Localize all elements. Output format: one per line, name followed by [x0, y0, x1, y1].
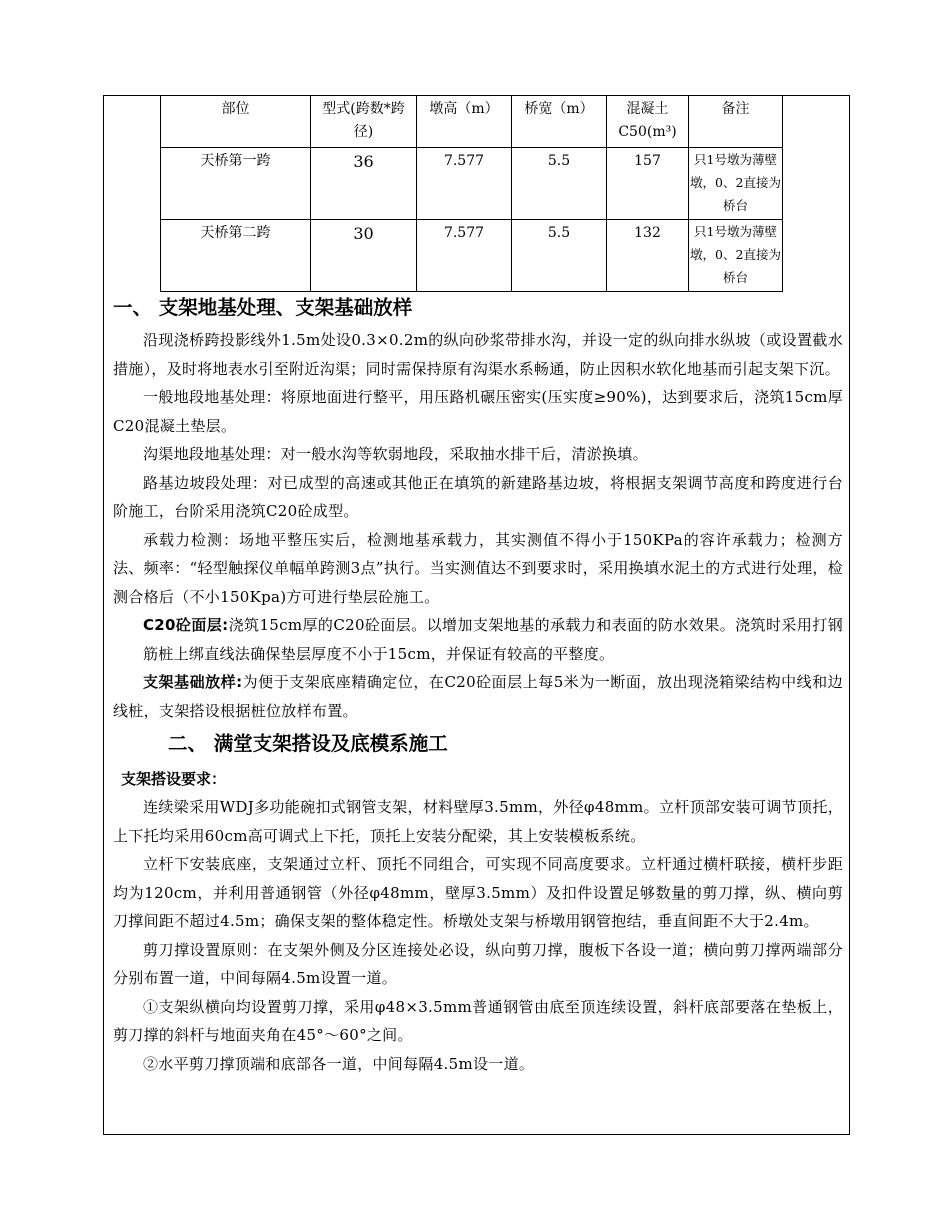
c20-layer-label: C20砼面层:: [143, 616, 229, 634]
section2-heading: 二、 满堂支架搭设及底模系施工: [168, 732, 448, 755]
section2-subheading: 支架搭设要求：: [121, 770, 227, 788]
table-header-row: [161, 96, 783, 148]
cell-concrete: 157: [607, 148, 689, 220]
cell-width: 5.5: [512, 148, 607, 220]
paragraph-c20-layer: [113, 611, 843, 668]
header-note: 备注: [689, 96, 783, 148]
paragraph-slope-treatment: 路基边坡段处理：对已成型的高速或其他正在填筑的新建路基边坡，将根据支架调节高度和跨度进行台阶施工，台阶采用浇筑C20砼成型。: [113, 473, 843, 520]
paragraph-drainage: 沿现浇桥跨投影线外1.5m处设0.3×0.2m的纵向砂浆带排水沟，并设一定的纵向排水纵坡（或设置截水措施），及时将地表水引至附近沟渠；同时需保持原有沟渠水系畅通，防止因积水软化地基而引起支架下沉。: [113, 331, 843, 378]
cell-height: 7.577: [417, 220, 512, 292]
section1-heading: 一、 支架地基处理、支架基础放样: [113, 296, 413, 319]
c20-layer-text: 浇筑15cm厚的C20砼面层。以增加支架地基的承载力和表面的防水效果。浇筑时采用打钢筋桩上绑直线法确保垫层厚度不小于15cm，并保证有较高的平整度。: [143, 616, 843, 663]
cell-note: 只1号墩为薄壁墩，0、2直接为桥台: [689, 220, 783, 292]
cell-type: 36: [311, 148, 417, 220]
header-concrete: 混凝土C50(m³): [607, 96, 689, 148]
header-part: 部位: [161, 96, 311, 148]
cell-width: 5.5: [512, 220, 607, 292]
cell-height: 7.577: [417, 148, 512, 220]
paragraph-bracing-item-1: ①支架纵横向均设置剪刀撑，采用φ48×3.5mm普通钢管由底至顶连续设置，斜杆底部要落在垫板上，剪刀撑的斜杆与地面夹角在45°～60°之间。: [113, 997, 843, 1044]
paragraph-general-foundation: 一般地段地基处理：将原地面进行整平，用压路机碾压密实(压实度≥90%)，达到要求后，浇筑15cm厚C20混凝土垫层。: [113, 388, 843, 435]
cell-part: 天桥第二跨: [161, 220, 311, 292]
paragraph-scaffold-material: 连续梁采用WDJ多功能碗扣式钢管支架，材料壁厚3.5mm，外径φ48mm。立杆顶部安装可调节顶托，上下托均采用60cm高可调式上下托，顶托上安装分配梁，其上安装模板系统。: [113, 798, 843, 845]
cell-type: 30: [311, 220, 417, 292]
layout-label: 支架基础放样:: [143, 673, 243, 691]
bridge-spec-table: [160, 95, 783, 292]
header-type: 型式(跨数*跨径): [311, 96, 417, 148]
paragraph-bracing-principle: 剪刀撑设置原则：在支架外侧及分区连接处必设，纵向剪刀撑，腹板下各设一道；横向剪刀撑两端部分分别布置一道，中间每隔4.5m设置一道。: [113, 940, 843, 987]
paragraph-layout: [113, 668, 843, 725]
paragraph-bearing-test: 承载力检测：场地平整压实后，检测地基承载力，其实测值不得小于150KPa的容许承载力；检测方法、频率：“轻型触探仪单幅单跨测3点”执行。当实测值达不到要求时，采用换填水泥土的方式进行处理，检测合格后（不小150Kpa)方可进行垫层砼施工。: [113, 530, 843, 606]
cell-note: 只1号墩为薄壁墩，0、2直接为桥台: [689, 148, 783, 220]
paragraph-ditch-foundation: 沟渠地段地基处理：对一般水沟等软弱地段，采取抽水排干后，清淤换填。: [143, 445, 648, 463]
table-row: [161, 220, 783, 292]
header-bridge-width: 桥宽（m）: [512, 96, 607, 148]
header-pier-height: 墩高（m）: [417, 96, 512, 148]
document-body: [113, 290, 843, 1078]
table-row: [161, 148, 783, 220]
paragraph-scaffold-assembly: 立杆下安装底座，支架通过立杆、顶托不同组合，可实现不同高度要求。立杆通过横杆联接，横杆步距均为120cm，并利用普通钢管（外径φ48mm，壁厚3.5mm）及扣件设置足够数量的剪刀撑，纵、横向剪刀撑间距不超过4.5m；确保支架的整体稳定性。桥墩处支架与桥墩用钢管抱结，垂直间距不大于2.4m。: [113, 855, 843, 930]
paragraph-bracing-item-2: ②水平剪刀撑顶端和底部各一道，中间每隔4.5m设一道。: [143, 1054, 535, 1073]
cell-concrete: 132: [607, 220, 689, 292]
cell-part: 天桥第一跨: [161, 148, 311, 220]
layout-text: 为便于支架底座精确定位，在C20砼面层上每5米为一断面，放出现浇箱梁结构中线和边线桩，支架搭设根据桩位放样布置。: [113, 673, 843, 720]
